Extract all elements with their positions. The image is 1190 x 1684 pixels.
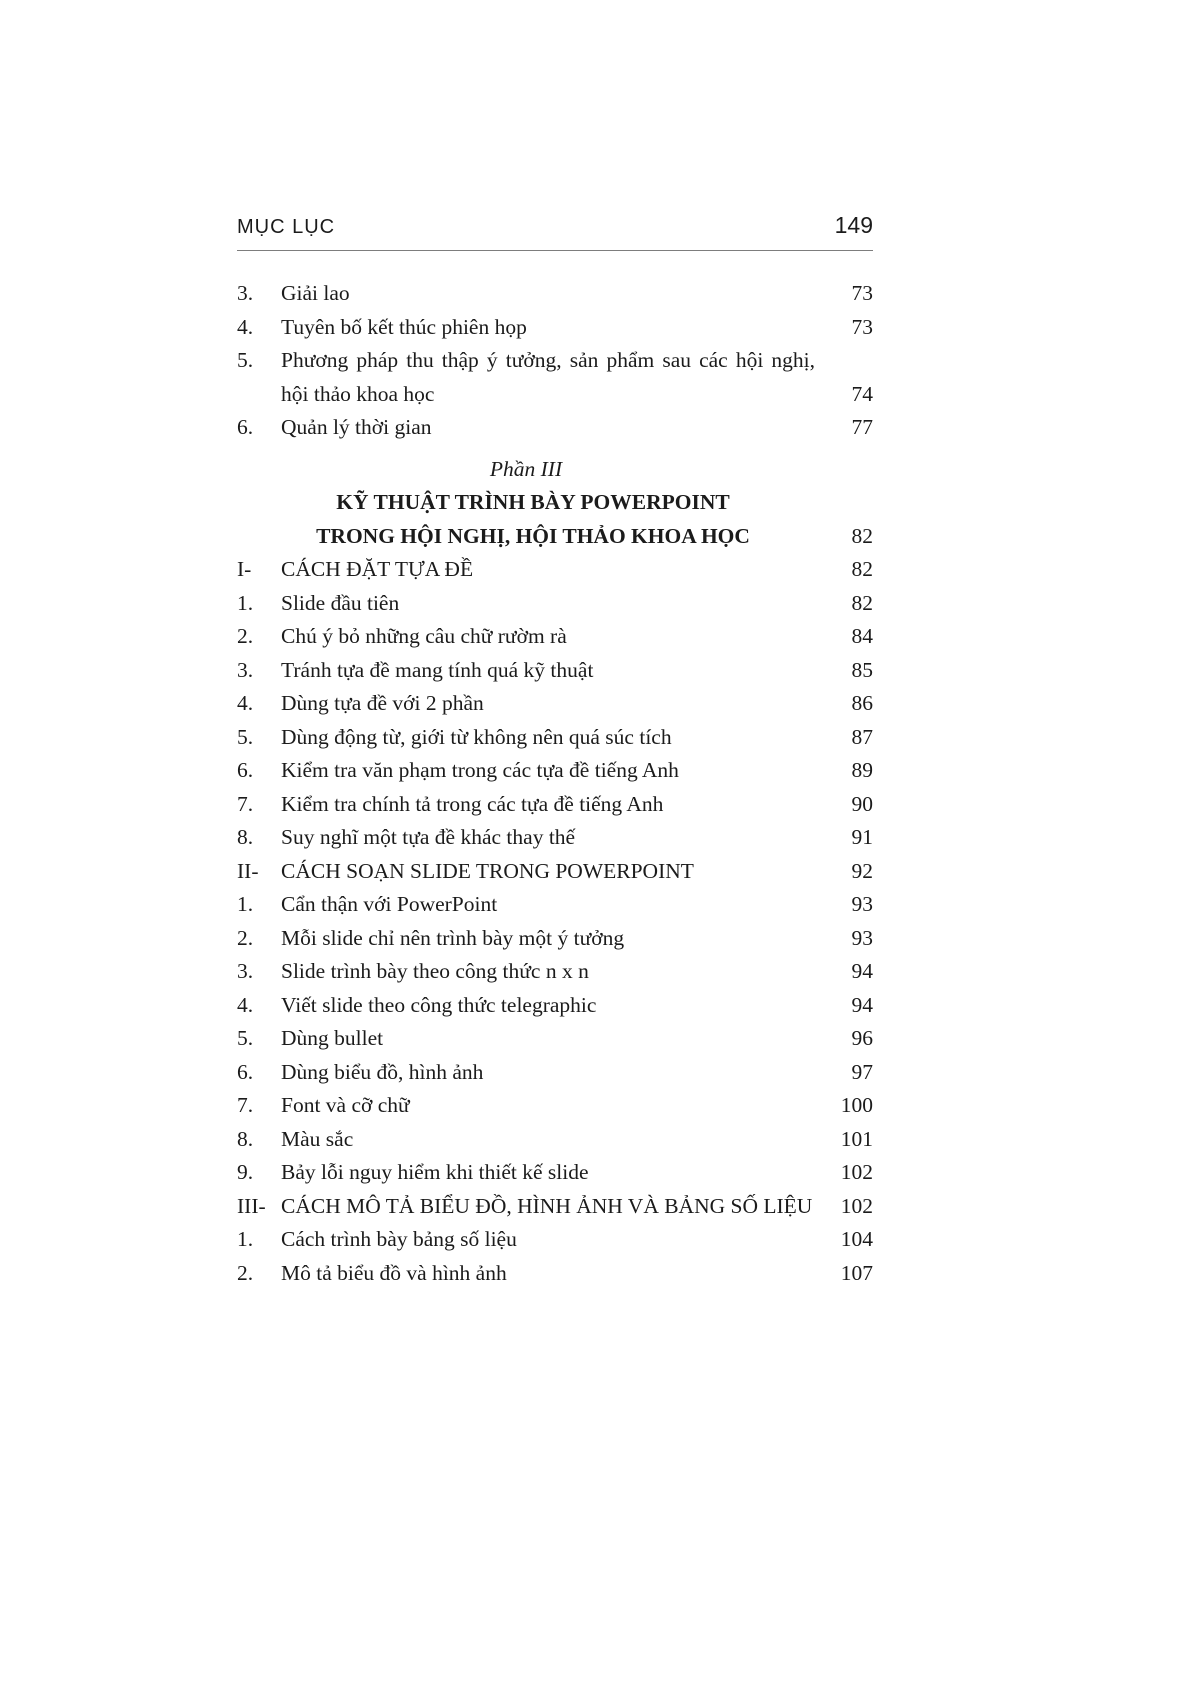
toc-row-item (237, 955, 873, 989)
toc-entry-label: CÁCH SOẠN SLIDE TRONG POWERPOINT (281, 858, 694, 883)
toc-entry-number: 4. (237, 314, 254, 339)
toc-row-item (237, 989, 873, 1023)
toc-entry-page: 73 (851, 281, 873, 305)
toc-entry-label: TRONG HỘI NGHỊ, HỘI THẢO KHOA HỌC (316, 523, 750, 548)
toc-entry-number: 3. (237, 657, 254, 682)
toc-entry-page: 82 (851, 590, 873, 615)
toc-entry-number: 2. (237, 1260, 254, 1285)
toc-row-part (237, 453, 873, 487)
toc-entry-number: 1. (237, 1227, 254, 1251)
toc-row-item (237, 411, 873, 445)
toc-row-item (237, 721, 873, 755)
toc-entry-number: 5. (237, 348, 254, 372)
toc-entry-page: 100 (840, 1093, 873, 1117)
toc-entry-label: Tuyên bố kết thúc phiên họp (281, 314, 527, 339)
toc-entry-label: KỸ THUẬT TRÌNH BÀY POWERPOINT (336, 490, 730, 514)
toc-row-title (237, 486, 873, 520)
toc-entry-number: 6. (237, 758, 254, 782)
toc-entry-page: 85 (851, 657, 873, 682)
toc-row-section (237, 855, 873, 889)
toc-row-section (237, 553, 873, 587)
toc-row-item (237, 922, 873, 956)
toc-row-item (237, 1223, 873, 1257)
toc-entry-number: 6. (237, 1059, 254, 1084)
toc-entry-page: 97 (851, 1059, 873, 1084)
toc-entry-page: 94 (851, 959, 873, 983)
toc-entry-number: 1. (237, 892, 254, 916)
toc-entry-number: 2. (237, 925, 254, 950)
toc-entry-number: 3. (237, 281, 254, 305)
toc-entry-page: 91 (851, 825, 873, 849)
toc-entry-page: 104 (840, 1227, 873, 1251)
toc-entry-page: 101 (840, 1126, 873, 1151)
toc-entry-label: Giải lao (281, 281, 350, 305)
toc-entry-label: Dùng tựa đề với 2 phần (281, 691, 484, 715)
toc-entry-number: 4. (237, 992, 254, 1017)
toc-entry-label: Phương pháp thu thập ý tưởng, sản phẩm sau các hội nghị, hội thảo khoa học (281, 348, 815, 406)
toc-entry-label: Cách trình bày bảng số liệu (281, 1227, 517, 1251)
toc-entry-number: III- (237, 1193, 266, 1218)
toc-entry-page: 82 (851, 523, 873, 548)
toc-row-item (237, 654, 873, 688)
toc-row-section (237, 1190, 873, 1224)
toc-entry-page: 82 (851, 557, 873, 581)
toc-entry-page: 89 (851, 758, 873, 782)
toc-entry-label: Slide trình bày theo công thức n x n (281, 959, 589, 983)
toc-entry-number: 1. (237, 590, 254, 615)
toc-entry-label: Dùng biểu đồ, hình ảnh (281, 1059, 484, 1084)
toc-entry-label: CÁCH ĐẶT TỰA ĐỀ (281, 557, 474, 581)
toc-entry-label: Kiểm tra văn phạm trong các tựa đề tiếng Anh (281, 758, 679, 782)
toc-entry-number: 7. (237, 791, 254, 816)
toc-entry-page: 93 (851, 892, 873, 916)
toc-entry-page: 92 (851, 858, 873, 883)
toc-row-item (237, 754, 873, 788)
toc-entry-label: Chú ý bỏ những câu chữ rườm rà (281, 624, 567, 648)
toc-entry-label: Mô tả biểu đồ và hình ảnh (281, 1260, 507, 1285)
toc-entry-page: 102 (840, 1193, 873, 1218)
toc-entry-label: Phần III (489, 456, 563, 481)
toc-row-item (237, 1257, 873, 1291)
toc-entry-label: Dùng động từ, giới từ không nên quá súc tích (281, 724, 672, 749)
toc-entry-label: Màu sắc (281, 1126, 354, 1151)
toc-row-item (237, 587, 873, 621)
toc-entry-page: 77 (851, 415, 873, 439)
header-title: MỤC LỤC (237, 216, 336, 238)
toc-entry-label: Bảy lỗi nguy hiểm khi thiết kế slide (281, 1160, 589, 1184)
toc-entry-page: 74 (851, 381, 873, 406)
toc-row-item (237, 344, 873, 411)
toc-entry-page: 94 (851, 992, 873, 1017)
toc-row-item (237, 687, 873, 721)
toc-entry-page: 84 (851, 624, 873, 648)
toc-entry-number: 5. (237, 1026, 254, 1050)
toc-row-item (237, 1056, 873, 1090)
toc-row-item (237, 1123, 873, 1157)
page-header (237, 212, 873, 251)
toc-entry-page: 102 (840, 1160, 873, 1184)
toc-entry-number: 6. (237, 415, 254, 439)
toc-row-item (237, 277, 873, 311)
toc-entry-page: 107 (840, 1260, 873, 1285)
toc-entry-label: Cẩn thận với PowerPoint (281, 892, 498, 916)
toc-entry-label: Tránh tựa đề mang tính quá kỹ thuật (281, 657, 594, 682)
toc-row-item (237, 620, 873, 654)
toc-entry-label: Quản lý thời gian (281, 415, 432, 439)
toc-entry-label: Viết slide theo công thức telegraphic (281, 992, 597, 1017)
toc-row-item (237, 1022, 873, 1056)
toc-entry-label: CÁCH MÔ TẢ BIỂU ĐỒ, HÌNH ẢNH VÀ BẢNG SỐ LIỆU (281, 1193, 813, 1218)
toc-entry-number: II- (237, 858, 259, 883)
toc-entry-page: 90 (851, 791, 873, 816)
toc-row-item (237, 1089, 873, 1123)
toc-entry-label: Dùng bullet (281, 1026, 384, 1050)
header-page-number: 149 (834, 212, 873, 238)
toc-entry-number: 3. (237, 959, 254, 983)
toc-entry-number: 9. (237, 1160, 254, 1184)
toc-entry-label: Mỗi slide chỉ nên trình bày một ý tưởng (281, 925, 625, 950)
toc-entry-label: Kiểm tra chính tả trong các tựa đề tiếng Anh (281, 791, 664, 816)
toc-entry-number: I- (237, 557, 252, 581)
toc-entry-number: 5. (237, 724, 254, 749)
toc-entry-page: 87 (851, 724, 873, 749)
toc-list (237, 277, 873, 1290)
toc-row-item (237, 311, 873, 345)
toc-entry-page: 96 (851, 1026, 873, 1050)
toc-row-item (237, 788, 873, 822)
toc-entry-label: Font và cỡ chữ (281, 1093, 410, 1117)
toc-entry-number: 2. (237, 624, 254, 648)
toc-entry-number: 8. (237, 1126, 254, 1151)
toc-row-item (237, 888, 873, 922)
toc-entry-number: 4. (237, 691, 254, 715)
page-content (237, 212, 873, 1290)
toc-row-title (237, 520, 873, 554)
toc-row-item (237, 1156, 873, 1190)
toc-entry-page: 73 (851, 314, 873, 339)
toc-entry-page: 86 (851, 691, 873, 715)
toc-entry-number: 7. (237, 1093, 254, 1117)
toc-entry-label: Slide đầu tiên (281, 590, 400, 615)
toc-row-item (237, 821, 873, 855)
toc-entry-page: 93 (851, 925, 873, 950)
toc-entry-label: Suy nghĩ một tựa đề khác thay thế (281, 825, 576, 849)
toc-entry-number: 8. (237, 825, 254, 849)
